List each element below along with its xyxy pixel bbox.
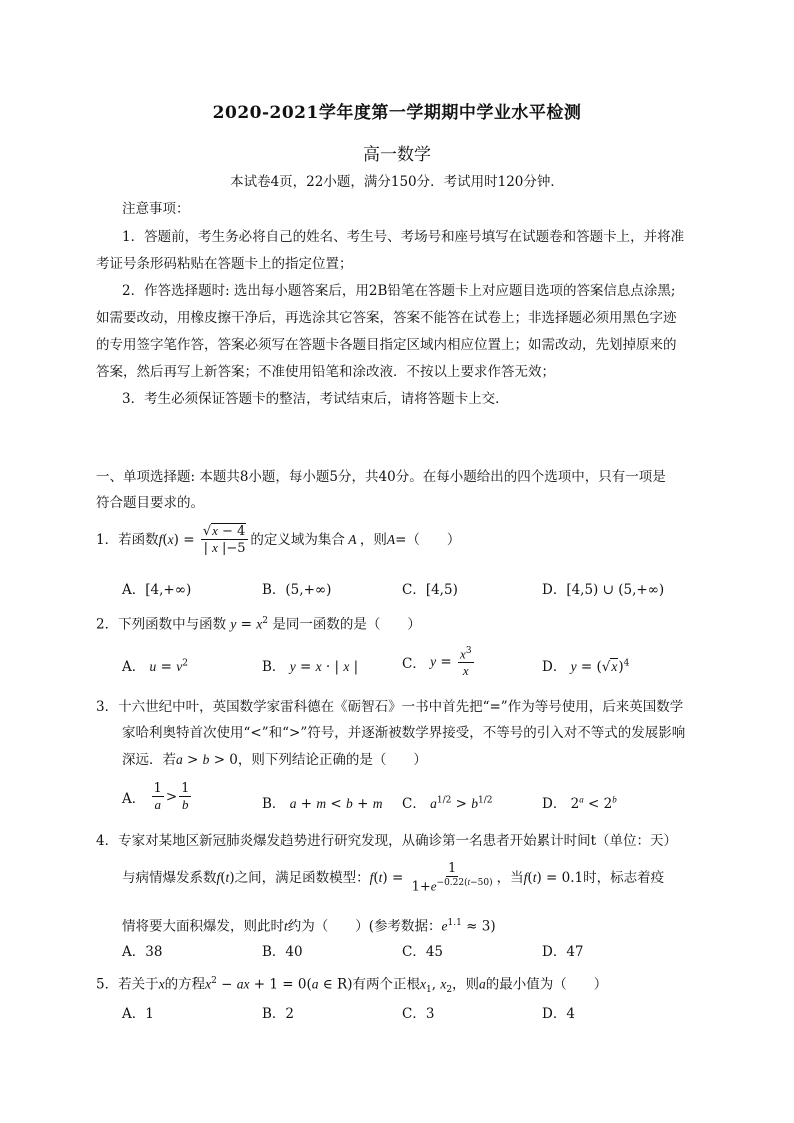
q1-function: f [158, 531, 163, 547]
q2-option-a: A． $u = v^2$ [122, 658, 188, 675]
q2-option-c: C． y = $\frac{x^3}{x}$ [402, 646, 472, 679]
section1-line1: 一、单项选择题: 本题共8小题，每小题5分，共40分。在每小题给出的四个选项中，只有一项是 [96, 469, 666, 485]
q5-option-a: A．1 [122, 1006, 154, 1022]
notice-item2-line2: 如需要改动，用橡皮擦干净后，再选涂其它答案，答案不能答在试卷上；非选择题必须用黑色字迹 [96, 310, 677, 326]
q3-line2: 家哈利奥特首次使用“<”和“>”符号，并逐渐被数学界接受，不等号的引入对不等式的发展影响 [122, 725, 686, 741]
q5-option-c: C．3 [402, 1006, 435, 1022]
question-2: 2．下列函数中与函数 $y = x^2$ 是同一函数的是（ ） [96, 616, 421, 633]
q1-option-a: A．[4,+∞) [122, 582, 192, 598]
question-5: 5．若关于x的方程$x^2$ − ax + 1 = 0(a ∈ R)有两个正根$x_1$, $x_2$，则a的最小值为（ ） [96, 976, 608, 996]
notice-item2-line3: 的专用签字笔作答，答案必须写在答题卡各题目指定区域内相应位置上；如需改动，先划掉原来的 [96, 337, 677, 353]
q1-fraction: $\frac{√x - 4}{| x |-5}$ [201, 524, 249, 555]
notice-item1-line1: 1．答题前，考生务必将自己的姓名、考生号、考场号和座号填写在试题卷和答题卡上，并将准 [122, 229, 685, 245]
q3-option-d: D． $2^a < 2^b$ [542, 794, 617, 812]
q3-option-c: C． $a^{1/2} > b^{1/2}$ [402, 795, 493, 812]
q3-option-b: B． a + m < b + m [262, 796, 383, 812]
q1-suffix: 的定义域为集合 [250, 531, 345, 548]
q4-option-d: D．47 [542, 944, 584, 960]
question-1: 1．若函数 f ( x ) = $\frac{√x - 4}{| x |-5}$ 的定义域为集合 A ，则 A = （ ） [96, 523, 461, 556]
q3-line3: 深远．若a > b > 0，则下列结论正确的是（ ） [122, 752, 427, 768]
q3-line1: 3．十六世纪中叶，英国数学家雷科德在《砺智石》一书中首先把“=”作为等号使用，后来英国数学 [96, 699, 684, 715]
q3-option-a: A． $\frac{1}{a}$ > $\frac{1}{b}$ [122, 781, 190, 812]
q5-option-d: D．4 [542, 1006, 575, 1022]
notice-item2-line4: 答案，然后再写上新答案；不准使用铅笔和涂改液．不按以上要求作答无效； [96, 364, 555, 380]
q1-option-d: D．[4,5) ∪ (5,+∞) [542, 582, 665, 598]
q5-option-b: B．2 [262, 1006, 295, 1022]
q1-option-b: B．(5,+∞) [262, 582, 332, 598]
notice-item2-line1: 2．作答选择题时: 选出每小题答案后，用2B铅笔在答题卡上对应题目选项的答案信息点涂黑; [122, 283, 676, 299]
q4-option-c: C．45 [402, 944, 444, 960]
q4-line2: 与病情爆发系数 f ( t ) 之间，满足函数模型： f ( t ) = $\frac{1}{1+e^{-0.22(t-50)}}$ ，当 f ( t ) = 0.1 时，标志着疫 [122, 861, 665, 895]
notice-heading: 注意事项： [122, 201, 190, 217]
q4-line3: 情将要大面积爆发，则此时t约为（ ）(参考数据：$e^{1.1} \approx 3$) [122, 918, 496, 935]
exam-info: 本试卷4页，22小题，满分150分．考试用时120分钟． [230, 174, 564, 190]
notice-item1-line2: 考证号条形码粘贴在答题卡上的指定位置； [96, 256, 353, 272]
q4-option-a: A．38 [122, 944, 163, 960]
exam-subtitle: 高一数学 [363, 145, 431, 165]
q2-option-d: D． $y = (√x)^4$ [542, 658, 630, 675]
section1-line2: 符合题目要求的。 [96, 495, 204, 511]
exam-title: 2020-2021学年度第一学期期中学业水平检测 [212, 103, 582, 123]
q4-line1: 4．专家对某地区新冠肺炎爆发趋势进行研究发现，从确诊第一名患者开始累计时间t（单位：天） [96, 833, 678, 849]
q4-option-b: B．40 [262, 944, 303, 960]
notice-item3: 3．考生必须保证答题卡的整洁，考试结束后，请将答题卡上交． [122, 391, 509, 407]
q1-option-c: C．[4,5) [402, 582, 458, 598]
q2-option-b: B． y = x · | x | [262, 659, 359, 675]
q1-prefix: 1．若函数 [96, 531, 159, 548]
